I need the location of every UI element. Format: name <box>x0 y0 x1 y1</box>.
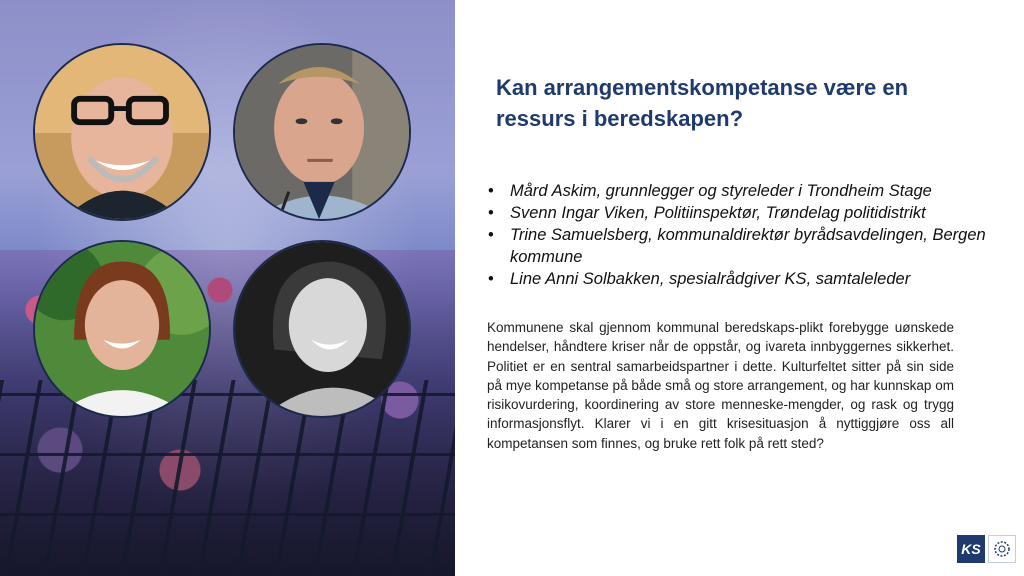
portrait-svenn-ingar-viken <box>233 43 411 221</box>
portrait-trine-samuelsberg <box>33 240 211 418</box>
slide-title: Kan arrangementskompetanse være en ressurs i beredskapen? <box>496 75 909 131</box>
crowd-barrier-image <box>0 380 455 576</box>
concert-background-photo <box>0 0 455 576</box>
speaker-list-item: • Trine Samuelsberg, kommunaldirektør byrådsavdelingen, Bergen kommune <box>486 224 996 268</box>
description-paragraph: Kommunene skal gjennom kommunal beredskaps-plikt forebygge uønskede hendelser, håndtere kriser når de oppstår, og ivareta innbyggernes sikkerhet. Politiet er en sentral samarbeidspartner i dette. Kulturfeltet sitter på sin side på mye kompetanse på både små og store arrangement, og har kunnskap om risikovurdering, koordinering av store menneske-mengder, og rask og trygg informasjonsflyt. Klarer vi i en gitt krisesituasjon å nyttiggjøre oss all kompetansen som finnes, og bruke rett folk på rett sted? <box>487 320 954 451</box>
speaker-list <box>486 180 996 290</box>
seal-logo-icon <box>988 535 1016 563</box>
portrait-line-anni-solbakken <box>233 240 411 418</box>
ks-logo: KS <box>957 535 985 563</box>
speaker-list-item: • Line Anni Solbakken, spesialrådgiver KS, samtaleleder <box>486 268 996 290</box>
speaker-list-item: • Svenn Ingar Viken, Politiinspektør, Trøndelag politidistrikt <box>486 202 996 224</box>
speaker-list-item: • Mård Askim, grunnlegger og styreleder i Trondheim Stage <box>486 180 996 202</box>
portrait-mard-askim <box>33 43 211 221</box>
